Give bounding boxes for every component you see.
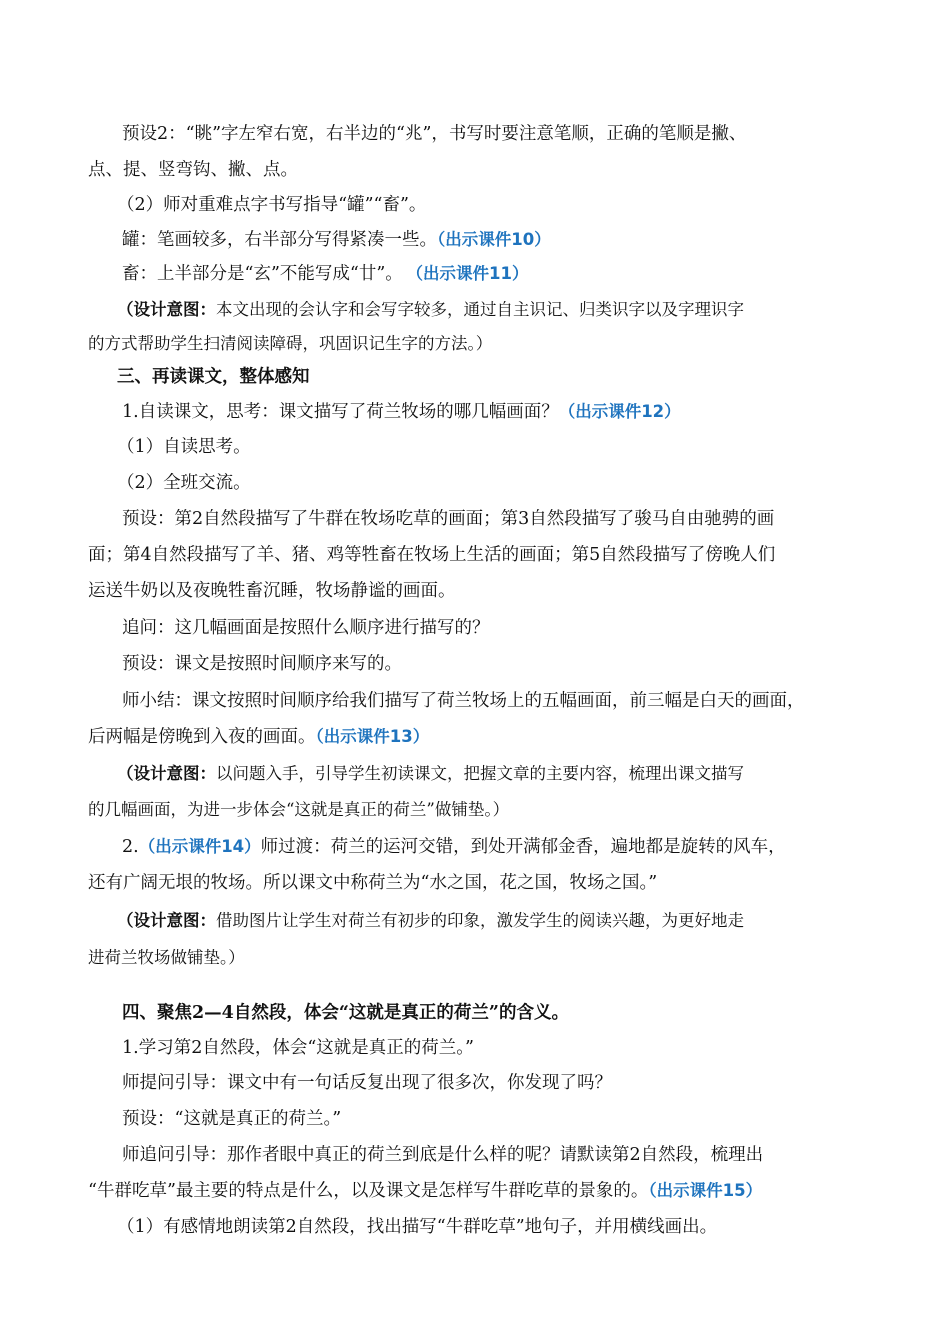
paragraph-line: 预设：课文是按照时间顺序来写的。 — [122, 654, 402, 674]
courseware-reference: （出示课件10） — [437, 230, 551, 249]
paragraph-line: 1.学习第2自然段，体会“这就是真正的荷兰。” — [122, 1038, 474, 1058]
paragraph-line: 进荷兰牧场做铺垫。） — [88, 948, 245, 967]
design-intent-label: （设计意图： — [117, 300, 216, 319]
paragraph-line: 师提问引导：课文中有一句话反复出现了很多次，你发现了吗？ — [122, 1073, 612, 1093]
courseware-reference: （出示课件15） — [648, 1181, 763, 1200]
paragraph-line: 运送牛奶以及夜晚牲畜沉睡，牧场静谧的画面。 — [88, 581, 456, 601]
paragraph-line: 预设：“这就是真正的荷兰。” — [122, 1109, 342, 1129]
design-intent-note: （设计意图：借助图片让学生对荷兰有初步的印象，激发学生的阅读兴趣，为更好地走 — [117, 911, 744, 930]
paragraph-line: 面；第4自然段描写了羊、猪、鸡等牲畜在牧场上生活的画面；第5自然段描写了傍晚人们 — [88, 545, 776, 565]
paragraph-line: 1.自读课文，思考：课文描写了荷兰牧场的哪几幅画面？（出示课件12） — [122, 402, 681, 422]
paragraph-line: （1）有感情地朗读第2自然段，找出描写“牛群吃草”地句子，并用横线画出。 — [117, 1217, 718, 1237]
section-heading: 四、聚焦2—4自然段，体会“这就是真正的荷兰”的含义。 — [122, 1003, 569, 1023]
courseware-reference: （出示课件11） — [414, 264, 529, 283]
paragraph-line: （2）全班交流。 — [117, 473, 251, 493]
paragraph-line: 的几幅画面，为进一步体会“这就是真正的荷兰”做铺垫。） — [88, 800, 510, 819]
paragraph-line: 点、提、竖弯钩、撇、点。 — [88, 160, 298, 180]
courseware-reference: （出示课件14） — [138, 837, 261, 856]
paragraph-line: 2.（出示课件14）师过渡：荷兰的运河交错，到处开满郁金香，遍地都是旋转的风车， — [122, 837, 786, 857]
paragraph-line: “牛群吃草”最主要的特点是什么，以及课文是怎样写牛群吃草的景象的。（出示课件15） — [88, 1181, 763, 1201]
paragraph-line: 的方式帮助学生扫清阅读障碍，巩固识记生字的方法。） — [88, 334, 493, 353]
courseware-reference: （出示课件13） — [315, 727, 430, 746]
paragraph-line: （1）自读思考。 — [117, 437, 251, 457]
design-intent-label: （设计意图： — [117, 764, 216, 783]
design-intent-note: （设计意图：本文出现的会认字和会写字较多，通过自主识记、归类识字以及字理识字 — [117, 300, 744, 319]
courseware-reference: （出示课件12） — [558, 402, 681, 421]
paragraph-line: 畜：上半部分是“玄”不能写成“廿”。 （出示课件11） — [122, 264, 529, 284]
paragraph-line: 罐：笔画较多，右半部分写得紧凑一些。（出示课件10） — [122, 230, 551, 250]
paragraph-line: 追问：这几幅画面是按照什么顺序进行描写的？ — [122, 618, 490, 638]
paragraph-line: 预设：第2自然段描写了牛群在牧场吃草的画面；第3自然段描写了骏马自由驰骋的画 — [122, 509, 775, 529]
section-heading: 三、再读课文，整体感知 — [117, 367, 310, 387]
paragraph-line: 师追问引导：那作者眼中真正的荷兰到底是什么样的呢？请默读第2自然段，梳理出 — [122, 1145, 764, 1165]
paragraph-line: （2）师对重难点字书写指导“罐”“畜”。 — [117, 195, 427, 215]
paragraph-line: 还有广阔无垠的牧场。所以课文中称荷兰为“水之国，花之国，牧场之国。” — [88, 873, 658, 893]
paragraph-line: 预设2：“眺”字左窄右宽，右半边的“兆”，书写时要注意笔顺，正确的笔顺是撇、 — [122, 124, 747, 144]
design-intent-label: （设计意图： — [117, 911, 216, 930]
paragraph-line: 后两幅是傍晚到入夜的画面。（出示课件13） — [88, 727, 430, 747]
paragraph-line: 师小结：课文按照时间顺序给我们描写了荷兰牧场上的五幅画面，前三幅是白天的画面， — [122, 691, 805, 711]
design-intent-note: （设计意图：以问题入手，引导学生初读课文，把握文章的主要内容，梳理出课文描写 — [117, 764, 744, 783]
